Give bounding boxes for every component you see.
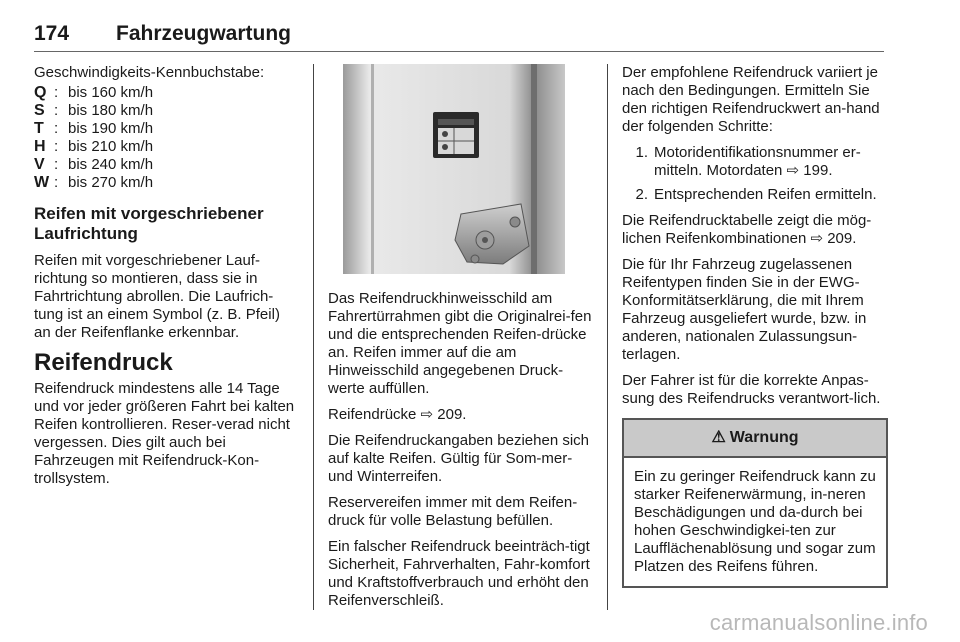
speed-separator: : xyxy=(54,156,59,173)
speed-code: V xyxy=(34,156,45,173)
pressure-reference: Reifendrücke ⇨ 209. xyxy=(328,406,467,423)
speed-row xyxy=(34,174,296,192)
header-divider xyxy=(34,51,884,52)
list-item xyxy=(622,186,888,204)
photo-caption: Das Reifendruckhinweisschild am Fahrertürrahmen gibt die Originalrei-fen und die entsprechenden Reifen-drücke an. Reifen immer auf die am Hinweisschild angegebenen Druck-werte auffüllen. xyxy=(328,290,592,397)
direction-heading: Reifen mit vorgeschriebener Laufrichtung xyxy=(34,204,264,243)
warning-header xyxy=(624,420,886,458)
speed-separator: : xyxy=(54,84,59,101)
watermark: carmanualsonline.info xyxy=(709,610,928,635)
speed-row xyxy=(34,120,296,138)
step-text: Motoridentifikationsnummer er-mitteln. Motordaten ⇨ 199. xyxy=(654,144,861,179)
speed-value: bis 210 km/h xyxy=(68,138,154,155)
speed-code: S xyxy=(34,102,45,119)
column-middle xyxy=(328,64,596,618)
step-number: 1. xyxy=(635,144,648,161)
column-left xyxy=(34,64,296,496)
speed-code: Q xyxy=(34,84,47,101)
speed-separator: : xyxy=(54,120,59,137)
speed-code: T xyxy=(34,120,44,137)
pressure-heading: Reifendruck xyxy=(34,349,173,376)
pressure-text: Reifendruck mindestens alle 14 Tage und vor jeder größeren Fahrt bei kalten Reifen kontrollieren. Reser-verad nicht vergessen. Dies gilt auch bei Fahrzeugen mit Reifendruck-Kon-trollsystem. xyxy=(34,380,295,487)
speed-row xyxy=(34,102,296,120)
col2-paragraph-3: Reservereifen immer mit dem Reifen-druck für volle Belastung befüllen. xyxy=(328,494,578,529)
col3-paragraph-3: Die für Ihr Fahrzeug zugelassenen Reifentypen finden Sie in der EWG-Konformitätserklärung, die mit Ihrem Fahrzeug ausgeliefert wurde, bzw. in anderen, nationalen Zulassungsun-terlagen. xyxy=(622,256,867,363)
column-right xyxy=(622,64,888,588)
speed-row xyxy=(34,84,296,102)
step-text: Entsprechenden Reifen ermitteln. xyxy=(654,186,877,203)
speed-label: Geschwindigkeits-Kennbuchstabe: xyxy=(34,64,265,81)
speed-table xyxy=(34,84,296,192)
speed-value: bis 180 km/h xyxy=(68,102,154,119)
page-header xyxy=(34,22,884,52)
speed-code: H xyxy=(34,138,46,155)
speed-separator: : xyxy=(54,174,59,191)
col3-paragraph-2: Die Reifendrucktabelle zeigt die mög-lichen Reifenkombinationen ⇨ 209. xyxy=(622,212,872,247)
chapter-title: Fahrzeugwartung xyxy=(116,22,292,45)
col2-paragraph-2: Die Reifendruckangaben beziehen sich auf kalte Reifen. Gültig für Som-mer- und Winterreifen. xyxy=(328,432,590,485)
direction-text: Reifen mit vorgeschriebener Lauf-richtung so montieren, dass sie in Fahrtrichtung abrollen. Die Laufrich-tung ist an einem Symbol (z. B. Pfeil) an der Reifenflanke erkennbar. xyxy=(34,252,280,341)
speed-value: bis 270 km/h xyxy=(68,174,154,191)
speed-separator: : xyxy=(54,138,59,155)
warning-text: Ein zu geringer Reifendruck kann zu starker Reifenerwärmung, in-neren Beschädigungen und da-durch bei hohen Geschwindigkei-ten zur Laufflächenablösung und sogar zum Platzen des Reifens führen. xyxy=(634,468,876,575)
list-item xyxy=(622,144,888,180)
speed-row xyxy=(34,138,296,156)
column-divider xyxy=(607,64,608,610)
col3-paragraph-4: Der Fahrer ist für die korrekte Anpas-sung des Reifendrucks verantwort-lich. xyxy=(622,372,881,407)
col2-paragraph-4: Ein falscher Reifendruck beeinträch-tigt Sicherheit, Fahrverhalten, Fahr-komfort und Kraftstoffverbrauch und erhöht den Reifenverschleiß. xyxy=(328,538,590,609)
col3-intro: Der empfohlene Reifendruck variiert je nach den Bedingungen. Ermitteln Sie den richtigen Reifendruckwert an-hand der folgenden Schritte: xyxy=(622,64,880,135)
speed-value: bis 190 km/h xyxy=(68,120,154,137)
speed-value: bis 160 km/h xyxy=(68,84,154,101)
page-number: 174 xyxy=(34,22,70,45)
speed-separator: : xyxy=(54,102,59,119)
door-frame-photo xyxy=(343,64,565,274)
tire-pressure-label-illustration xyxy=(343,64,565,274)
speed-row xyxy=(34,156,296,174)
step-number: 2. xyxy=(635,186,648,203)
column-divider xyxy=(313,64,314,610)
speed-code: W xyxy=(34,174,50,191)
warning-box xyxy=(622,418,888,588)
warning-icon: ⚠ xyxy=(711,429,726,446)
speed-value: bis 240 km/h xyxy=(68,156,154,173)
warning-title: Warnung xyxy=(729,429,799,446)
step-list xyxy=(622,144,888,204)
